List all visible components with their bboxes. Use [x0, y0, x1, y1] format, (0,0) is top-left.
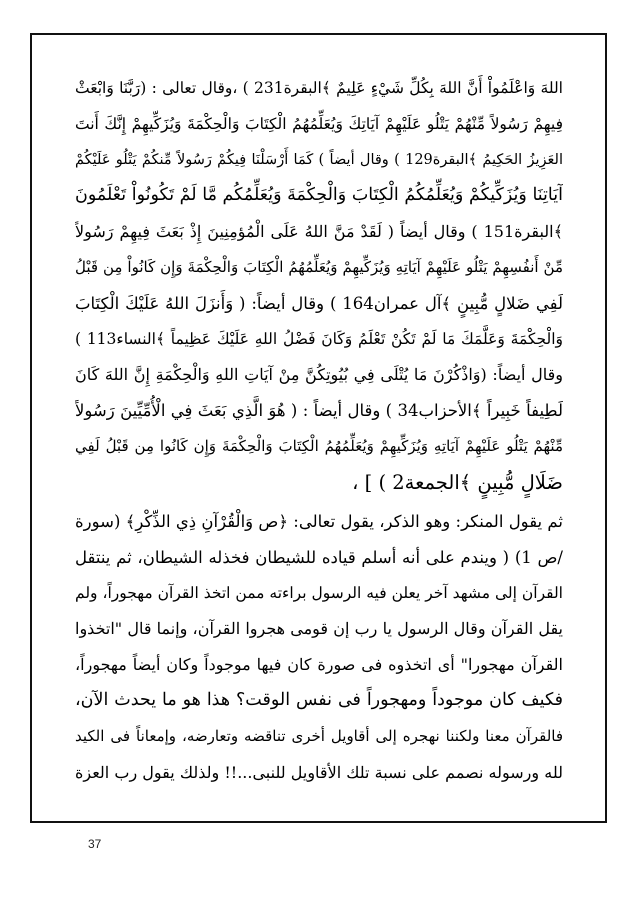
- text-line: لَفِي ضَلالٍ مُّبِينٍ ﴾آل عمران164 ) وقال أيضاً: ( وَأَنزَلَ اللهُ عَلَيْكَ الْكِتَابَ: [75, 293, 563, 313]
- text-line: مِّنْهُمْ يَتْلُو عَلَيْهِمْ آيَاتِهِ وَيُزَكِّيهِمْ وَيُعَلِّمُهُمُ الْكِتَابَ وَالْحِكْمَةَ وَإِن كَانُوا مِن قَبْلُ لَفِي: [75, 436, 563, 455]
- text-line: لَطِيفاً خَبِيراً ﴾الأحزاب34 ) وقال أيضاً : ( هُوَ الَّذِي بَعَثَ فِي الْأُمِّيِّينَ رَسُولاً: [75, 401, 563, 421]
- text-line: ضَلَالٍ مُّبِينٍ ﴾الجمعة2 ) ] ،: [352, 470, 563, 494]
- text-line: وقال أيضاً: (وَاذْكُرْنَ مَا يُتْلَى فِي بُيُوتِكُنَّ مِنْ آيَاتِ اللهِ وَالْحِكْمَةِ إِنَّ اللهَ كَانَ: [75, 365, 563, 385]
- text-line: لله ورسوله نصمم على نسبة تلك الأقاويل للنبى...!! ولذلك يقول رب العزة: [75, 762, 563, 782]
- text-line: ﴾البقرة151 ) وقال أيضاً ( لَقَدْ مَنَّ اللهُ عَلَى الْمُؤمِنِينَ إِذْ بَعَثَ فِيهِمْ رَسُولاً: [75, 222, 563, 242]
- text-line: اللهَ وَاعْلَمُواْ أَنَّ اللهَ بِكُلِّ شَيْءٍ عَلِيمٌ ﴾البقرة231 ) ،وقال تعالى : (رَبَّنَا وَابْعَثْ: [75, 79, 563, 97]
- text-line: مِّنْ أَنفُسِهِمْ يَتْلُو عَلَيْهِمْ آيَاتِهِ وَيُزَكِّيهِمْ وَيُعَلِّمُهُمُ الْكِتَابَ وَالْحِكْمَةَ وَإِن كَانُواْ مِن قَبْلُ: [75, 257, 563, 276]
- text-line: فكيف كان موجوداً ومهجوراً فى نفس الوقت؟ هذا هو ما يحدث الآن،: [75, 689, 563, 710]
- text-line: فالقرآن معنا ولكننا نهجره إلى أقاويل أخرى تناقضه وتعارضه، وإمعاناً فى الكيد: [75, 726, 563, 745]
- page-number: 37: [88, 837, 102, 851]
- text-line: العَزِيزُ الحَكِيمُ ﴾البقرة129 ) وقال أيضاً ) كَمَا أَرْسَلْنَا فِيكُمْ رَسُولاً مِّنكُمْ يَتْلُو عَلَيْكُمْ: [75, 151, 563, 168]
- text-line: وَالْحِكْمَةَ وَعَلَّمَكَ مَا لَمْ تَكُنْ تَعْلَمُ وَكَانَ فَضْلُ اللهِ عَلَيْكَ عَظِيماً ﴾النساء113 ): [75, 329, 563, 348]
- paragraph-quran-verses: [75, 71, 563, 501]
- text-line: القرآن مهجورا" أى اتخذوه فى صورة كان فيها موجوداً وكان أيضاً مهجوراً،: [75, 655, 563, 675]
- text-line: /ص 1) ( ويندم على أنه أسلم قياده للشيطان فخذله الشيطان، ثم ينتقل: [75, 547, 563, 567]
- text-line: فِيهِمْ رَسُولاً مِّنْهُمْ يَتْلُو عَلَيْهِمْ آيَاتِكَ وَيُعَلِّمُهُمُ الْكِتَابَ وَالْحِكْمَةَ وَيُزَكِّيهِمْ إِنَّكَ أَنتَ: [75, 114, 563, 133]
- text-line: ثم يقول المنكر: وهو الذكر، يقول تعالى: ﴿ص وَالْقُرْآنِ ذِي الذِّكْرِ﴾ (سورة: [75, 512, 563, 531]
- text-line: يقل القرآن وقال الرسول يا رب إن قومى هجروا القرآن، وإنما قال "اتخذوا: [75, 619, 563, 639]
- paragraph-commentary: [75, 504, 563, 790]
- text-line: آيَاتِنَا وَيُزَكِّيكُمْ وَيُعَلِّمُكُمُ الْكِتَابَ وَالْحِكْمَةَ وَيُعَلِّمُكُم مَّا لَمْ تَكُونُواْ تَعْلَمُونَ: [75, 185, 563, 206]
- text-line: القرآن إلى مشهد آخر يعلن فيه الرسول براءته ممن اتخذ القرآن مهجوراً، ولم: [75, 583, 563, 602]
